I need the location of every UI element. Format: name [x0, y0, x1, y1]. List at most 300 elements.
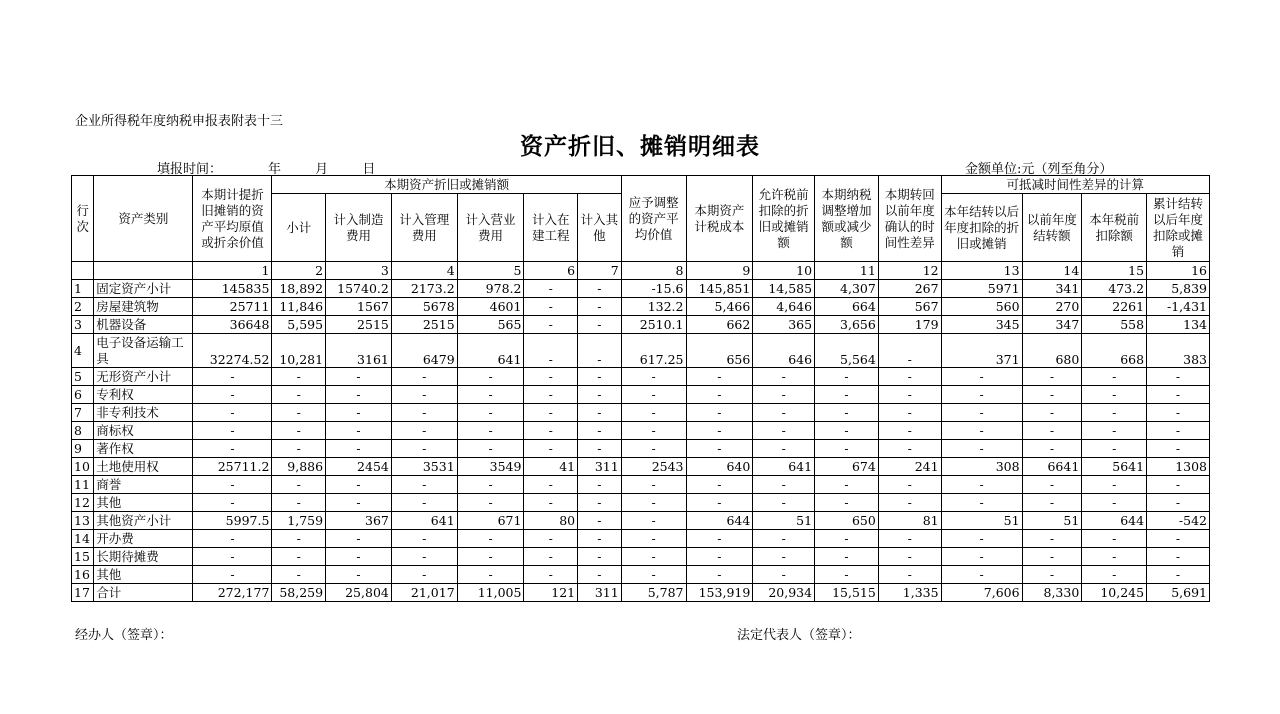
table-cell[interactable]: 2510.1	[621, 316, 686, 334]
row-number: 16	[72, 566, 94, 584]
table-cell[interactable]: -	[1022, 422, 1082, 440]
table-cell[interactable]: -	[815, 386, 879, 404]
table-cell[interactable]: -	[621, 368, 686, 386]
row-number: 5	[72, 368, 94, 386]
table-cell[interactable]: 367	[326, 512, 392, 530]
table-cell[interactable]: -	[621, 422, 686, 440]
table-cell[interactable]: 241	[878, 458, 941, 476]
table-cell[interactable]: 15740.2	[326, 280, 392, 298]
table-cell[interactable]: -	[753, 476, 815, 494]
table-cell[interactable]: 9,886	[272, 458, 326, 476]
table-cell[interactable]: 641	[753, 458, 815, 476]
table-cell[interactable]: 5,466	[686, 298, 753, 316]
table-cell[interactable]: -	[1147, 440, 1210, 458]
table-cell[interactable]: 51	[941, 512, 1022, 530]
table-cell[interactable]: -	[686, 422, 753, 440]
table-cell[interactable]: -	[578, 512, 622, 530]
table-cell[interactable]: 565	[457, 316, 524, 334]
table-cell[interactable]: 25711	[193, 298, 272, 316]
table-cell[interactable]: 132.2	[621, 298, 686, 316]
table-cell[interactable]: 4,307	[815, 280, 879, 298]
header-col9: 本期资产计税成本	[686, 176, 753, 262]
table-cell[interactable]: -	[272, 548, 326, 566]
month-label: 月	[315, 162, 329, 177]
table-cell[interactable]: 383	[1147, 334, 1210, 368]
table-cell[interactable]: 640	[686, 458, 753, 476]
table-cell[interactable]: -	[326, 368, 392, 386]
table-cell[interactable]: -	[941, 530, 1022, 548]
table-cell[interactable]: 5,595	[272, 316, 326, 334]
table-cell[interactable]: 145,851	[686, 280, 753, 298]
table-cell[interactable]: 347	[1022, 316, 1082, 334]
table-cell[interactable]: -	[621, 404, 686, 422]
table-cell[interactable]: -	[391, 566, 457, 584]
table-cell[interactable]: -	[878, 422, 941, 440]
table-cell[interactable]: -	[686, 530, 753, 548]
table-cell[interactable]: -	[621, 494, 686, 512]
table-cell[interactable]: -	[815, 404, 879, 422]
table-cell[interactable]: -	[326, 476, 392, 494]
table-cell[interactable]: -	[457, 440, 524, 458]
row-number: 15	[72, 548, 94, 566]
table-cell[interactable]: -	[391, 368, 457, 386]
table-cell[interactable]: -	[457, 548, 524, 566]
table-cell[interactable]: 1,335	[878, 584, 941, 602]
table-cell[interactable]: -	[578, 386, 622, 404]
table-cell[interactable]: -	[753, 368, 815, 386]
table-cell[interactable]: 1,759	[272, 512, 326, 530]
table-cell[interactable]: 5971	[941, 280, 1022, 298]
table-cell[interactable]: -	[686, 566, 753, 584]
column-number: 14	[1022, 262, 1082, 280]
table-cell[interactable]: -	[1147, 404, 1210, 422]
table-cell[interactable]: -	[753, 422, 815, 440]
table-cell[interactable]: 308	[941, 458, 1022, 476]
table-cell[interactable]: 4601	[457, 298, 524, 316]
table-cell[interactable]: -	[1022, 476, 1082, 494]
table-cell[interactable]: -	[621, 512, 686, 530]
table-cell[interactable]: -	[1082, 368, 1147, 386]
table-cell[interactable]: -	[524, 404, 578, 422]
page-title: 资产折旧、摊销明细表	[520, 134, 760, 160]
table-cell[interactable]: 5,691	[1147, 584, 1210, 602]
table-cell[interactable]: -	[193, 422, 272, 440]
table-cell[interactable]: -	[815, 566, 879, 584]
table-cell[interactable]: -	[1082, 422, 1147, 440]
column-number: 16	[1147, 262, 1210, 280]
table-cell[interactable]: -	[457, 476, 524, 494]
table-cell[interactable]: -	[326, 386, 392, 404]
table-cell[interactable]: 650	[815, 512, 879, 530]
table-cell[interactable]: -	[815, 530, 879, 548]
table-cell[interactable]: 371	[941, 334, 1022, 368]
table-cell[interactable]: -	[1147, 530, 1210, 548]
column-number: 9	[686, 262, 753, 280]
table-cell[interactable]: -15.6	[621, 280, 686, 298]
table-cell[interactable]: -	[457, 422, 524, 440]
table-cell[interactable]: -	[878, 386, 941, 404]
header-col8: 应予调整的资产平均价值	[621, 176, 686, 262]
table-cell[interactable]: -	[1147, 566, 1210, 584]
table-cell[interactable]: -	[1147, 368, 1210, 386]
table-cell[interactable]: -	[193, 530, 272, 548]
table-cell[interactable]: 2543	[621, 458, 686, 476]
table-cell[interactable]: -	[1082, 494, 1147, 512]
table-cell[interactable]: -	[457, 566, 524, 584]
table-cell[interactable]: -	[1022, 530, 1082, 548]
table-cell[interactable]: 2261	[1082, 298, 1147, 316]
asset-category: 其他	[94, 494, 193, 512]
table-cell[interactable]: 5,839	[1147, 280, 1210, 298]
table-cell[interactable]: 2454	[326, 458, 392, 476]
table-cell[interactable]: 41	[524, 458, 578, 476]
table-cell[interactable]: 11,846	[272, 298, 326, 316]
table-cell[interactable]: -	[578, 368, 622, 386]
table-cell[interactable]: 1567	[326, 298, 392, 316]
table-cell[interactable]: -	[621, 476, 686, 494]
table-cell[interactable]: 473.2	[1082, 280, 1147, 298]
table-cell[interactable]: 5678	[391, 298, 457, 316]
table-cell[interactable]: 14,585	[753, 280, 815, 298]
table-cell[interactable]: -	[1022, 368, 1082, 386]
table-cell[interactable]: 668	[1082, 334, 1147, 368]
table-cell[interactable]: -	[1022, 440, 1082, 458]
table-cell[interactable]: -	[1082, 476, 1147, 494]
table-cell[interactable]: 3549	[457, 458, 524, 476]
table-cell[interactable]: -	[578, 566, 622, 584]
table-cell[interactable]: -	[524, 530, 578, 548]
table-cell[interactable]: -	[1082, 548, 1147, 566]
table-cell[interactable]: -	[326, 530, 392, 548]
table-cell[interactable]: 5997.5	[193, 512, 272, 530]
table-cell[interactable]: -	[578, 280, 622, 298]
table-cell[interactable]: -	[686, 494, 753, 512]
table-cell[interactable]: 121	[524, 584, 578, 602]
table-cell[interactable]: -	[326, 566, 392, 584]
table-cell[interactable]: -	[193, 368, 272, 386]
table-cell[interactable]: -	[1082, 440, 1147, 458]
table-cell[interactable]: -	[941, 476, 1022, 494]
table-cell[interactable]: -	[457, 494, 524, 512]
table-cell[interactable]: -	[815, 440, 879, 458]
table-cell[interactable]: 3,656	[815, 316, 879, 334]
table-cell[interactable]: -	[391, 548, 457, 566]
table-cell[interactable]: -	[578, 494, 622, 512]
table-cell[interactable]: -	[1022, 404, 1082, 422]
table-cell[interactable]: -	[193, 404, 272, 422]
form-caption: 企业所得税年度纳税申报表附表十三	[75, 114, 284, 129]
table-cell[interactable]: 617.25	[621, 334, 686, 368]
table-cell[interactable]: 20,934	[753, 584, 815, 602]
table-cell[interactable]: -	[524, 316, 578, 334]
table-cell[interactable]: 5641	[1082, 458, 1147, 476]
table-cell[interactable]: -	[391, 494, 457, 512]
table-cell[interactable]: -	[621, 566, 686, 584]
table-cell[interactable]: 365	[753, 316, 815, 334]
table-cell[interactable]: -	[524, 494, 578, 512]
row-number: 13	[72, 512, 94, 530]
table-cell[interactable]: -	[753, 530, 815, 548]
table-cell[interactable]: 5,564	[815, 334, 879, 368]
table-cell[interactable]: -	[686, 404, 753, 422]
table-cell[interactable]: -	[272, 566, 326, 584]
table-cell[interactable]: -	[1022, 548, 1082, 566]
table-cell[interactable]: -	[524, 422, 578, 440]
table-cell[interactable]: 644	[686, 512, 753, 530]
table-cell[interactable]: -	[941, 404, 1022, 422]
table-cell[interactable]: -	[578, 404, 622, 422]
table-cell[interactable]: -	[941, 386, 1022, 404]
header-group-depreciation: 本期资产折旧或摊销额	[272, 176, 621, 194]
table-cell[interactable]: 3161	[326, 334, 392, 368]
table-cell[interactable]: 662	[686, 316, 753, 334]
table-cell[interactable]: -	[941, 440, 1022, 458]
table-cell[interactable]: -	[815, 476, 879, 494]
table-cell[interactable]: -	[878, 368, 941, 386]
table-cell[interactable]: -	[686, 368, 753, 386]
asset-category: 无形资产小计	[94, 368, 193, 386]
table-cell[interactable]: -	[578, 334, 622, 368]
table-cell[interactable]: 674	[815, 458, 879, 476]
table-cell[interactable]: -	[1022, 386, 1082, 404]
table-cell[interactable]: -	[272, 530, 326, 548]
table-cell[interactable]: 10,281	[272, 334, 326, 368]
table-cell[interactable]: 656	[686, 334, 753, 368]
table-cell[interactable]: 18,892	[272, 280, 326, 298]
table-cell[interactable]: -	[621, 548, 686, 566]
table-cell[interactable]: 1308	[1147, 458, 1210, 476]
table-cell[interactable]: -	[753, 386, 815, 404]
table-cell[interactable]: -	[193, 548, 272, 566]
table-cell[interactable]: -	[457, 386, 524, 404]
table-cell[interactable]: -	[815, 368, 879, 386]
table-cell[interactable]: -	[391, 440, 457, 458]
table-cell[interactable]: -	[878, 530, 941, 548]
table-cell[interactable]: 51	[753, 512, 815, 530]
table-cell[interactable]: 3531	[391, 458, 457, 476]
table-cell[interactable]: 4,646	[753, 298, 815, 316]
table-cell[interactable]: -	[578, 422, 622, 440]
table-cell[interactable]: -	[391, 530, 457, 548]
row-number: 6	[72, 386, 94, 404]
table-cell[interactable]: 153,919	[686, 584, 753, 602]
table-cell[interactable]: 646	[753, 334, 815, 368]
table-cell[interactable]: -	[391, 422, 457, 440]
table-cell[interactable]: -	[193, 440, 272, 458]
table-cell[interactable]: -	[686, 440, 753, 458]
table-cell[interactable]: -	[326, 440, 392, 458]
table-cell[interactable]: -	[524, 386, 578, 404]
table-cell[interactable]: 51	[1022, 512, 1082, 530]
table-cell[interactable]: -	[272, 476, 326, 494]
table-cell[interactable]: -	[193, 476, 272, 494]
table-cell[interactable]: -	[524, 334, 578, 368]
table-cell[interactable]: -	[686, 548, 753, 566]
table-cell[interactable]: -	[1147, 422, 1210, 440]
table-cell[interactable]: -	[1147, 494, 1210, 512]
table-cell[interactable]: -	[272, 368, 326, 386]
table-cell[interactable]: -	[878, 548, 941, 566]
table-cell[interactable]: -	[753, 440, 815, 458]
table-cell[interactable]: -	[578, 440, 622, 458]
table-cell[interactable]: 2173.2	[391, 280, 457, 298]
table-cell[interactable]: 272,177	[193, 584, 272, 602]
table-cell[interactable]: -	[578, 530, 622, 548]
table-cell[interactable]: -	[193, 494, 272, 512]
table-cell[interactable]: 25711.2	[193, 458, 272, 476]
table-cell[interactable]: -	[524, 298, 578, 316]
table-cell[interactable]: -	[941, 548, 1022, 566]
table-cell[interactable]: -	[941, 368, 1022, 386]
table-cell[interactable]: -	[578, 548, 622, 566]
table-cell[interactable]: -	[193, 566, 272, 584]
table-cell[interactable]: -	[1147, 548, 1210, 566]
table-cell[interactable]: 2515	[391, 316, 457, 334]
table-cell[interactable]: -	[878, 334, 941, 368]
table-cell[interactable]: 6479	[391, 334, 457, 368]
table-cell[interactable]: -	[524, 280, 578, 298]
asset-category: 专利权	[94, 386, 193, 404]
table-cell[interactable]: -	[524, 476, 578, 494]
table-cell[interactable]: 32274.52	[193, 334, 272, 368]
table-cell[interactable]: -	[686, 476, 753, 494]
table-cell[interactable]: -	[1022, 566, 1082, 584]
table-cell[interactable]: 345	[941, 316, 1022, 334]
table-cell[interactable]: -	[753, 494, 815, 512]
table-cell[interactable]: -	[326, 422, 392, 440]
table-cell[interactable]: -	[753, 566, 815, 584]
table-cell[interactable]: -	[524, 566, 578, 584]
table-cell[interactable]: 671	[457, 512, 524, 530]
table-cell[interactable]: -	[878, 566, 941, 584]
table-cell[interactable]: 558	[1082, 316, 1147, 334]
table-cell[interactable]: -	[272, 494, 326, 512]
row-number: 8	[72, 422, 94, 440]
header-num-blank	[72, 262, 94, 280]
table-cell[interactable]: -	[272, 422, 326, 440]
table-cell[interactable]: 664	[815, 298, 879, 316]
table-cell[interactable]: -	[457, 530, 524, 548]
table-cell[interactable]: -	[578, 298, 622, 316]
table-cell[interactable]: 680	[1022, 334, 1082, 368]
table-cell[interactable]: -	[815, 494, 879, 512]
table-cell[interactable]: -	[686, 386, 753, 404]
table-cell[interactable]: -	[1022, 494, 1082, 512]
table-cell[interactable]: 145835	[193, 280, 272, 298]
table-cell[interactable]: -	[1082, 566, 1147, 584]
table-cell[interactable]: -	[1082, 530, 1147, 548]
table-cell[interactable]: -1,431	[1147, 298, 1210, 316]
table-cell[interactable]: -	[815, 548, 879, 566]
table-cell[interactable]: -	[878, 494, 941, 512]
table-cell[interactable]: -	[391, 404, 457, 422]
table-cell[interactable]: 311	[578, 584, 622, 602]
table-cell[interactable]: -	[621, 386, 686, 404]
table-cell[interactable]: -	[272, 386, 326, 404]
table-cell[interactable]: -	[1147, 386, 1210, 404]
table-cell[interactable]: -	[326, 494, 392, 512]
table-cell[interactable]: 641	[457, 334, 524, 368]
table-cell[interactable]: 270	[1022, 298, 1082, 316]
asset-category: 非专利技术	[94, 404, 193, 422]
table-cell[interactable]: 8,330	[1022, 584, 1082, 602]
table-cell[interactable]: -	[878, 476, 941, 494]
table-cell[interactable]: -	[621, 440, 686, 458]
row-number: 1	[72, 280, 94, 298]
table-cell[interactable]: 641	[391, 512, 457, 530]
table-cell[interactable]: -	[753, 548, 815, 566]
table-cell[interactable]: -	[457, 404, 524, 422]
table-cell[interactable]: 567	[878, 298, 941, 316]
table-cell[interactable]: -	[1082, 404, 1147, 422]
table-cell[interactable]: -	[272, 440, 326, 458]
table-cell[interactable]: -	[193, 386, 272, 404]
table-cell[interactable]: 6641	[1022, 458, 1082, 476]
table-cell[interactable]: 7,606	[941, 584, 1022, 602]
table-cell[interactable]: -	[578, 316, 622, 334]
table-cell[interactable]: 311	[578, 458, 622, 476]
depreciation-table	[71, 175, 1210, 602]
table-cell[interactable]: 179	[878, 316, 941, 334]
table-cell[interactable]: 58,259	[272, 584, 326, 602]
table-cell[interactable]: -542	[1147, 512, 1210, 530]
table-cell[interactable]: -	[815, 422, 879, 440]
table-cell[interactable]: -	[941, 422, 1022, 440]
table-cell[interactable]: -	[1082, 386, 1147, 404]
table-cell[interactable]: -	[878, 404, 941, 422]
table-cell[interactable]: -	[391, 386, 457, 404]
table-cell[interactable]: 10,245	[1082, 584, 1147, 602]
table-cell[interactable]: -	[753, 404, 815, 422]
row-number: 11	[72, 476, 94, 494]
table-cell[interactable]: 134	[1147, 316, 1210, 334]
table-cell[interactable]: -	[1147, 476, 1210, 494]
table-cell[interactable]: 978.2	[457, 280, 524, 298]
header-col11: 本期纳税调整增加额或减少额	[815, 176, 879, 262]
table-cell[interactable]: -	[941, 566, 1022, 584]
table-cell[interactable]: 11,005	[457, 584, 524, 602]
table-cell[interactable]: -	[621, 530, 686, 548]
table-cell[interactable]: -	[391, 476, 457, 494]
table-cell[interactable]: 341	[1022, 280, 1082, 298]
table-cell[interactable]: 80	[524, 512, 578, 530]
table-cell[interactable]: 21,017	[391, 584, 457, 602]
table-cell[interactable]: -	[524, 440, 578, 458]
asset-category: 合计	[94, 584, 193, 602]
table-cell[interactable]: -	[524, 548, 578, 566]
table-cell[interactable]: -	[524, 368, 578, 386]
table-cell[interactable]: -	[878, 440, 941, 458]
column-number: 7	[578, 262, 622, 280]
table-row	[72, 458, 1210, 476]
table-cell[interactable]: -	[578, 476, 622, 494]
table-cell[interactable]: -	[326, 548, 392, 566]
table-cell[interactable]: -	[457, 368, 524, 386]
table-cell[interactable]: 560	[941, 298, 1022, 316]
table-cell[interactable]: 15,515	[815, 584, 879, 602]
table-cell[interactable]: 267	[878, 280, 941, 298]
table-cell[interactable]: 25,804	[326, 584, 392, 602]
table-cell[interactable]: -	[326, 404, 392, 422]
table-cell[interactable]: 644	[1082, 512, 1147, 530]
table-cell[interactable]: 5,787	[621, 584, 686, 602]
table-cell[interactable]: -	[941, 494, 1022, 512]
table-cell[interactable]: -	[272, 404, 326, 422]
table-cell[interactable]: 81	[878, 512, 941, 530]
table-cell[interactable]: 36648	[193, 316, 272, 334]
column-number: 6	[524, 262, 578, 280]
table-cell[interactable]: 2515	[326, 316, 392, 334]
